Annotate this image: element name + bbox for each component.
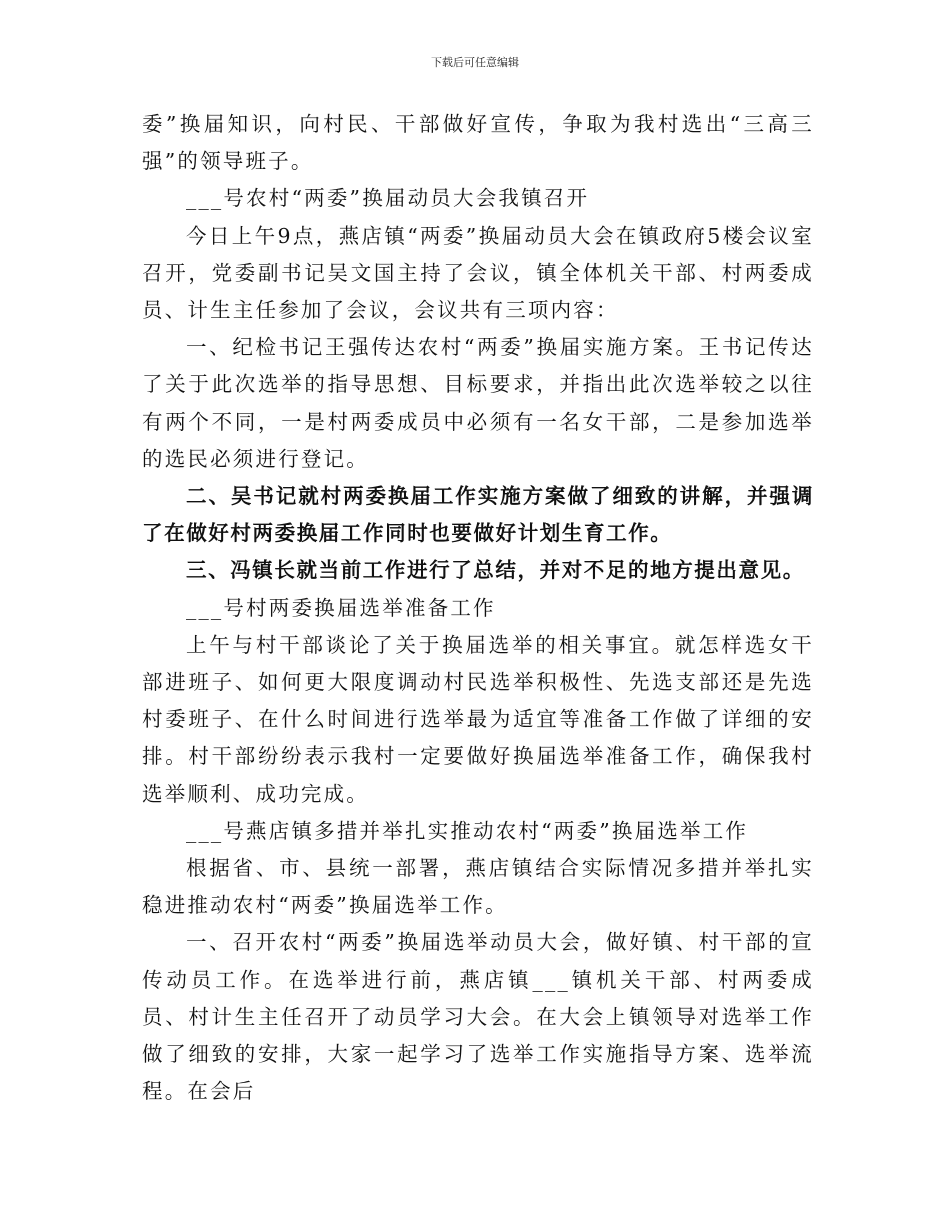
- document-body: [142, 106, 814, 1110]
- paragraph-bold: 三、冯镇长就当前工作进行了总结，并对不足的地方提出意见。: [186, 558, 805, 583]
- paragraph: 上午与村干部谈论了关于换届选举的相关事宜。就怎样选女干部进班子、如何更大限度调动村民选举积极性、先选支部还是先选村委班子、在什么时间进行选举最为适宜等准备工作做了详细的安排。村干部纷纷表示我村一定要做好换届选举准备工作，确保我村选举顺利、成功完成。: [142, 632, 814, 806]
- paragraph: 今日上午9点，燕店镇“两委”换届动员大会在镇政府5楼会议室召开，党委副书记吴文国主持了会议，镇全体机关干部、村两委成员、计生主任参加了会议，会议共有三项内容：: [142, 223, 814, 323]
- paragraph-continuation: 委”换届知识，向村民、干部做好宣传，争取为我村选出“三高三强”的领导班子。: [142, 112, 814, 174]
- paragraph: 一、召开农村“两委”换届选举动员大会，做好镇、村干部的宣传动员工作。在选举进行前，燕店镇___镇机关干部、村两委成员、村计生主任召开了动员学习大会。在大会上镇领导对选举工作做了细致的安排，大家一起学习了选举工作实施指导方案、选举流程。在会后: [142, 930, 814, 1104]
- paragraph: 一、纪检书记王强传达农村“两委”换届实施方案。王书记传达了关于此次选举的指导思想、目标要求，并指出此次选举较之以往有两个不同，一是村两委成员中必须有一名女干部，二是参加选举的选民必须进行登记。: [142, 335, 814, 471]
- section-heading: ___号燕店镇多措并举扎实推动农村“两委”换届选举工作: [186, 818, 749, 843]
- paragraph-bold: 二、吴书记就村两委换届工作实施方案做了细致的讲解，并强调了在做好村两委换届工作同时也要做好计划生育工作。: [142, 484, 814, 546]
- section-heading: ___号农村“两委”换届动员大会我镇召开: [186, 186, 590, 211]
- page-header: 下载后可任意编辑: [431, 56, 519, 69]
- section-heading: ___号村两委换届选举准备工作: [186, 595, 496, 620]
- paragraph: 根据省、市、县统一部署，燕店镇结合实际情况多措并举扎实稳进推动农村“两委”换届选举工作。: [142, 856, 814, 918]
